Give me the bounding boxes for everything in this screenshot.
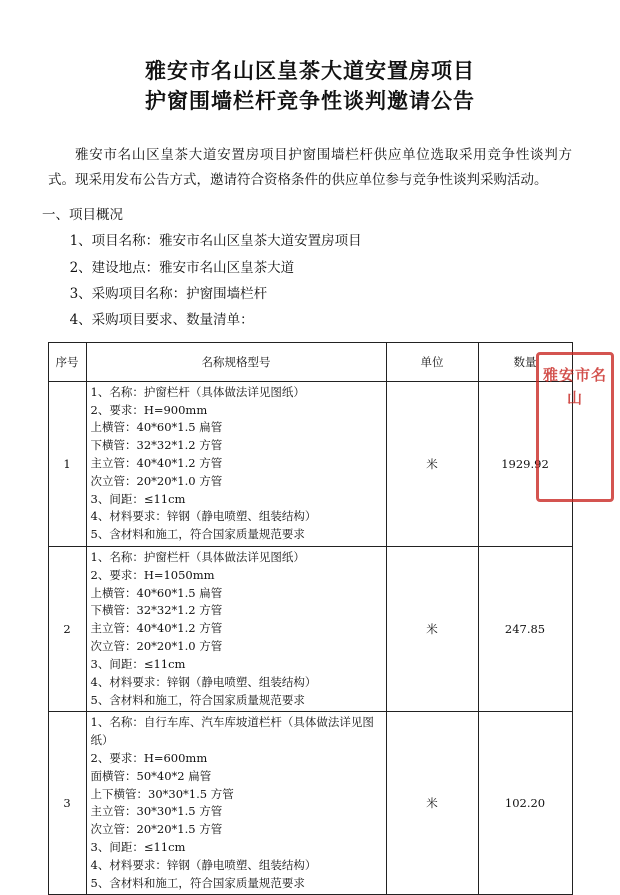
project-overview-list [48,228,572,333]
cell-unit: 米 [386,381,478,546]
table-header [48,342,572,381]
spec-line: 次立管：20*20*1.0 方管 [90,473,223,488]
table-row [48,547,572,712]
spec-line: 5、含材料和施工，符合国家质量规范要求 [90,527,305,542]
cell-spec [86,381,386,546]
spec-line: 2、要求：H=600mm [90,750,208,765]
spec-line: 主立管：40*40*1.2 方管 [90,455,223,470]
spec-line: 1、名称：护窗栏杆（具体做法详见图纸） [90,384,305,399]
spec-line: 上横管：40*60*1.5 扁管 [90,585,223,600]
spec-line: 次立管：20*20*1.5 方管 [90,822,223,837]
cell-no: 3 [48,712,86,895]
page-title-line-2: 护窗围墙栏杆竞争性谈判邀请公告 [145,88,475,114]
intro-paragraph: 雅安市名山区皇茶大道安置房项目护窗围墙栏杆供应单位选取采用竞争性谈判方式。现采用发布公告方式，邀请符合资格条件的供应单位参与竞争性谈判采购活动。 [48,146,572,188]
spec-line: 3、间距：≤11cm [90,656,186,671]
table-row [48,381,572,546]
spec-line: 主立管：30*30*1.5 方管 [90,804,223,819]
spec-line: 下横管：32*32*1.2 方管 [90,438,223,453]
spec-line: 1、名称：自行车库、汽车库坡道栏杆（具体做法详见图纸） [90,715,374,748]
cell-qty: 1929.92 [478,381,572,546]
cell-qty: 102.20 [478,712,572,895]
spec-line: 下横管：32*32*1.2 方管 [90,603,223,618]
spec-line: 3、间距：≤11cm [90,491,186,506]
spec-line: 4、材料要求：锌钢（静电喷塑、组装结构） [90,674,317,689]
list-item: 1、项目名称：雅安市名山区皇茶大道安置房项目 [69,233,362,250]
spec-line: 次立管：20*20*1.0 方管 [90,639,223,654]
spec-line: 2、要求：H=1050mm [90,567,215,582]
table-header-no: 序号 [48,342,86,381]
spec-line: 面横管：50*40*2 扁管 [90,768,212,783]
spec-line: 5、含材料和施工，符合国家质量规范要求 [90,875,305,890]
table-header-qty: 数量 [478,342,572,381]
spec-line: 5、含材料和施工，符合国家质量规范要求 [90,692,305,707]
spec-line: 2、要求：H=900mm [90,402,208,417]
table-header-row [48,342,572,381]
page-title-line-1: 雅安市名山区皇茶大道安置房项目 [145,58,475,83]
list-item: 4、采购项目要求、数量清单： [69,312,254,329]
list-item: 3、采购项目名称：护窗围墙栏杆 [69,286,268,303]
spec-line: 1、名称：护窗栏杆（具体做法详见图纸） [90,550,305,565]
table-body [48,381,572,895]
cell-spec [86,547,386,712]
spec-line: 上下横管：30*30*1.5 方管 [90,786,234,801]
spec-line: 3、间距：≤11cm [90,840,186,855]
spec-line: 上横管：40*60*1.5 扁管 [90,420,223,435]
cell-unit: 米 [386,547,478,712]
list-item: 2、建设地点：雅安市名山区皇茶大道 [69,259,295,276]
table-row [48,712,572,895]
section-heading-project-overview: 一、项目概况 [42,206,123,223]
cell-unit: 米 [386,712,478,895]
specification-table [48,342,573,895]
seal-text: 雅安市名山 [542,366,607,407]
spec-line: 4、材料要求：锌钢（静电喷塑、组装结构） [90,509,317,524]
page-title [0,0,620,117]
cell-no: 1 [48,381,86,546]
cell-spec [86,712,386,895]
table-header-spec: 名称规格型号 [86,342,386,381]
spec-line: 4、材料要求：锌钢（静电喷塑、组装结构） [90,857,317,872]
table-header-unit: 单位 [386,342,478,381]
cell-qty: 247.85 [478,547,572,712]
cell-no: 2 [48,547,86,712]
spec-line: 主立管：40*40*1.2 方管 [90,621,223,636]
